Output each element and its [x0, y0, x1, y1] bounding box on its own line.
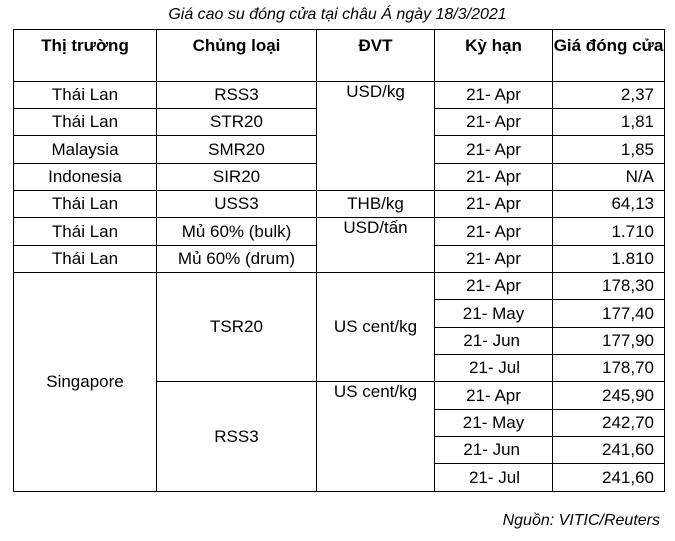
price-cell: 178,30	[553, 273, 665, 300]
header-term: Kỳ hạn	[435, 30, 553, 82]
term-cell: 21- Jul	[435, 464, 553, 492]
term-cell: 21- Apr	[435, 81, 553, 108]
market-cell: Malaysia	[14, 136, 157, 163]
type-cell: STR20	[157, 109, 317, 136]
price-cell: 245,90	[553, 382, 665, 409]
price-cell: 241,60	[553, 437, 665, 464]
term-cell: 21- Apr	[435, 191, 553, 218]
term-cell: 21- May	[435, 300, 553, 327]
table-row	[14, 81, 665, 108]
header-market: Thị trường	[14, 30, 157, 82]
unit-cell: US cent/kg	[317, 382, 435, 492]
term-cell: 21- Apr	[435, 382, 553, 409]
price-cell: 1,85	[553, 136, 665, 163]
source-note: Nguồn: VITIC/Reuters	[502, 512, 660, 529]
term-cell: 21- Jun	[435, 437, 553, 464]
rubber-price-table	[13, 29, 665, 492]
type-cell: RSS3	[157, 382, 317, 492]
unit-cell: USD/kg	[317, 81, 435, 190]
price-cell: 242,70	[553, 409, 665, 436]
term-cell: 21- Apr	[435, 245, 553, 272]
price-cell: 178,70	[553, 355, 665, 382]
term-cell: 21- Apr	[435, 218, 553, 245]
price-cell: 1.810	[553, 245, 665, 272]
term-cell: 21- Apr	[435, 109, 553, 136]
term-cell: 21- May	[435, 409, 553, 436]
type-cell: Mủ 60% (bulk)	[157, 218, 317, 245]
term-cell: 21- Apr	[435, 163, 553, 190]
price-cell: 64,13	[553, 191, 665, 218]
unit-cell: US cent/kg	[317, 273, 435, 382]
header-price: Giá đóng cửa	[553, 30, 665, 82]
market-cell: Singapore	[14, 273, 157, 492]
market-cell: Thái Lan	[14, 218, 157, 245]
type-cell: SIR20	[157, 163, 317, 190]
type-cell: USS3	[157, 191, 317, 218]
price-cell: 177,90	[553, 327, 665, 354]
term-cell: 21- Jun	[435, 327, 553, 354]
price-cell: 1,81	[553, 109, 665, 136]
price-cell: 1.710	[553, 218, 665, 245]
type-cell: TSR20	[157, 273, 317, 382]
price-cell: 177,40	[553, 300, 665, 327]
unit-cell: USD/tấn	[317, 218, 435, 273]
type-cell: SMR20	[157, 136, 317, 163]
market-cell: Thái Lan	[14, 245, 157, 272]
type-cell: RSS3	[157, 81, 317, 108]
term-cell: 21- Apr	[435, 136, 553, 163]
market-cell: Thái Lan	[14, 109, 157, 136]
price-cell: N/A	[553, 163, 665, 190]
price-cell: 241,60	[553, 464, 665, 492]
header-unit: ĐVT	[317, 30, 435, 82]
type-cell: Mủ 60% (drum)	[157, 245, 317, 272]
unit-cell: THB/kg	[317, 191, 435, 218]
market-cell: Thái Lan	[14, 81, 157, 108]
market-cell: Indonesia	[14, 163, 157, 190]
table-row	[14, 273, 665, 300]
table-row	[14, 191, 665, 218]
table-caption: Giá cao su đóng cửa tại châu Á ngày 18/3/2021	[168, 6, 507, 23]
table-header-row	[14, 30, 665, 82]
market-cell: Thái Lan	[14, 191, 157, 218]
term-cell: 21- Jul	[435, 355, 553, 382]
term-cell: 21- Apr	[435, 273, 553, 300]
price-cell: 2,37	[553, 81, 665, 108]
table-row	[14, 218, 665, 245]
header-type: Chủng loại	[157, 30, 317, 82]
